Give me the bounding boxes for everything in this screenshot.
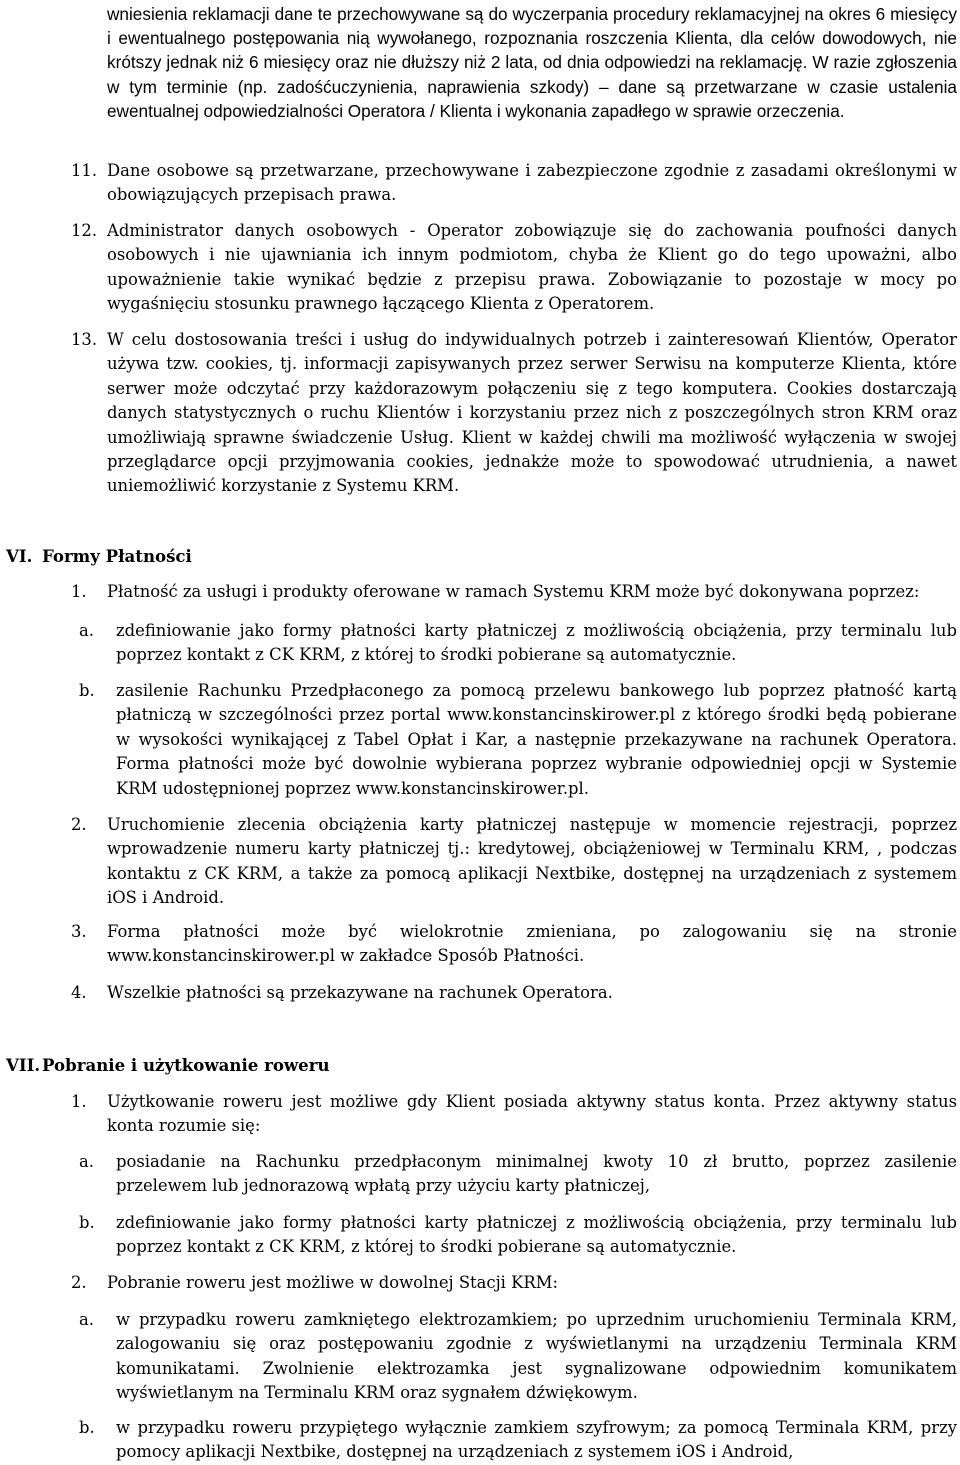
section-6-number: VI. [6,546,33,566]
s6-a-text: zdefiniowanie jako formy płatności karty płatniczej z możliwością obciążenia, przy terminalu lub poprzez kontakt z CK KRM, z której to środki pobierane są automatycznie. [116,621,957,665]
section-7-title: Pobranie i użytkowanie roweru [42,1055,330,1075]
s6-b-letter: b. [79,681,95,700]
section-7-number: VII. [6,1055,41,1075]
s7-b2-letter: b. [79,1418,95,1437]
continuation-paragraph: wniesienia reklamacji dane te przechowywane są do wyczerpania procedury reklamacyjnej na okres 6 miesięcy i ewentualnego postępowania nią wywołanego, rozpoznania roszczenia Klienta, dla celów dowodowych, nie krótszy jednak niż 6 miesięcy oraz nie dłuższy niż 2 lata, od dnia odpowiedzi na reklamację. W razie zgłoszenia w tym terminie (np. zadośćuczynienia, naprawienia szkody) – dane są przetwarzane w czasie ustalenia ewentualnej odpowiedzialności Operatora / Klienta i wykonania zapadłego w sprawie orzeczenia. [107,4,957,121]
s7-a-text: posiadanie na Rachunku przedpłaconym minimalnej kwoty 10 zł brutto, poprzez zasilenie przelewem lub jednorazową wpłatą przy użyciu karty płatniczej, [116,1152,957,1196]
s7-a2-text: w przypadku roweru zamkniętego elektrozamkiem; po uprzednim uruchomieniu Terminala KRM, zalogowaniu się oraz postępowaniu zgodnie z wyświetlanymi na urządzeniu Terminala KRM komunikatami. Zwolnienie elektrozamka jest sygnalizowane odpowiednim komunikatem wyświetlanym na Terminalu KRM oraz sygnałem dźwiękowym. [116,1310,957,1403]
s7-p2-text: Pobranie roweru jest możliwe w dowolnej Stacji KRM: [107,1273,559,1292]
item-12-number: 12. [71,221,98,240]
section-6-title: Formy Płatności [42,546,192,566]
s7-p2-number: 2. [71,1273,87,1292]
s6-p4-number: 4. [71,983,87,1002]
s7-a-letter: a. [79,1152,94,1171]
s6-p4-text: Wszelkie płatności są przekazywane na rachunek Operatora. [107,983,613,1002]
s6-a-letter: a. [79,621,94,640]
s6-p2-text: Uruchomienie zlecenia obciążenia karty płatniczej następuje w momencie rejestracji, poprzez wprowadzenie numeru karty płatniczej tj.: kredytowej, obciążeniowej w Terminalu KRM, , podczas kontaktu z CK KRM, a także za pomocą aplikacji Nextbike, dostępnej na urządzeniach z systemem iOS i Android. [107,815,957,908]
s6-p3-number: 3. [71,922,87,941]
s7-p1-number: 1. [71,1092,87,1111]
s7-b-text: zdefiniowanie jako formy płatności karty płatniczej z możliwością obciążenia, przy terminalu lub poprzez kontakt z CK KRM, z której to środki pobierane są automatycznie. [116,1213,957,1257]
s7-a2-letter: a. [79,1310,94,1329]
s6-p2-number: 2. [71,815,87,834]
s7-b-letter: b. [79,1213,95,1232]
s6-p3-text: Forma płatności może być wielokrotnie zmieniana, po zalogowaniu się na stronie www.konstancinskirower.pl w zakładce Sposób Płatności. [107,922,957,966]
item-13-text: W celu dostosowania treści i usług do indywidualnych potrzeb i zainteresowań Klientów, Operator używa tzw. cookies, tj. informacji zapisywanych przez serwer Serwisu na komputerze Klienta, które serwer może odczytać przy każdorazowym połączeniu się z tego komputera. Cookies dostarczają danych statystycznych o ruchu Klientów i korzystaniu przez nich z poszczególnych stron KRM oraz umożliwiają sprawne świadczenie Usług. Klient w każdej chwili ma możliwość wyłączenia w swojej przeglądarce opcji przyjmowania cookies, jednakże może to spowodować utrudnienia, a nawet uniemożliwić korzystanie z Systemu KRM. [107,330,957,496]
item-12-text: Administrator danych osobowych - Operator zobowiązuje się do zachowania poufności danych osobowych i nie ujawniania ich innym podmiotom, chyba że Klient go do tego upoważni, albo upoważnienie takie wynikać będzie z przepisu prawa. Zobowiązanie to pozostaje w mocy po wygaśnięciu stosunku prawnego łączącego Klienta z Operatorem. [107,221,957,314]
s6-b-text: zasilenie Rachunku Przedpłaconego za pomocą przelewu bankowego lub poprzez płatność kartą płatniczą w szczególności przez portal www.konstancinskirower.pl z którego środki będą pobierane w wysokości wynikającej z Tabel Opłat i Kar, a następnie przekazywane na rachunek Operatora. Forma płatności może być dowolnie wybierana poprzez wybranie odpowiedniej opcji w Systemie KRM udostępnionej poprzez www.konstancinskirower.pl. [116,681,957,798]
s7-b2-text: w przypadku roweru przypiętego wyłącznie zamkiem szyfrowym; za pomocą Terminala KRM, przy pomocy aplikacji Nextbike, dostępnej na urządzeniach z systemem iOS i Android, [116,1418,957,1462]
s7-p1-text: Użytkowanie roweru jest możliwe gdy Klient posiada aktywny status konta. Przez aktywny status konta rozumie się: [107,1092,957,1136]
item-11-number: 11. [71,161,98,180]
s6-p1-number: 1. [71,582,87,601]
s6-p1-text: Płatność za usługi i produkty oferowane w ramach Systemu KRM może być dokonywana poprzez: [107,582,920,601]
item-13-number: 13. [71,330,98,349]
item-11-text: Dane osobowe są przetwarzane, przechowywane i zabezpieczone zgodnie z zasadami określonymi w obowiązujących przepisach prawa. [107,161,957,205]
